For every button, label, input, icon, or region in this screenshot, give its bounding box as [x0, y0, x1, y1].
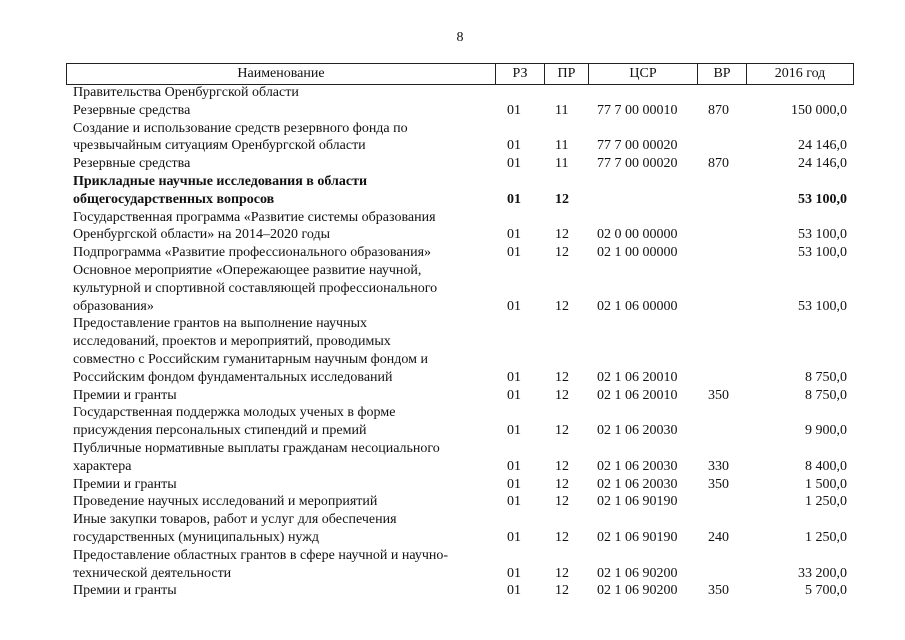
- row-name-line: образования»: [73, 298, 154, 314]
- row-name: [73, 404, 488, 440]
- row-csr: 02 1 06 20010: [597, 369, 678, 385]
- row-pr: 12: [555, 583, 569, 599]
- row-pr: 12: [555, 191, 569, 207]
- row-name-line: Правительства Оренбургской области: [73, 85, 299, 100]
- row-name-line: Премии и гранты: [73, 583, 177, 599]
- row-amount: 8 750,0: [805, 369, 847, 385]
- row-name-line: Государственная программа «Развитие системы образования: [73, 209, 436, 225]
- row-rz: 01: [507, 156, 521, 172]
- row-amount: 1 250,0: [805, 529, 847, 545]
- table-header: [66, 63, 854, 85]
- table-row: [0, 315, 905, 386]
- col-header-name: Наименование: [67, 64, 496, 85]
- row-rz: 01: [507, 529, 521, 545]
- row-pr: 12: [555, 227, 569, 243]
- row-name-line: присуждения персональных стипендий и премий: [73, 423, 367, 439]
- row-name: [73, 84, 488, 102]
- row-name-line: Государственная поддержка молодых ученых в форме: [73, 405, 396, 421]
- row-csr: 02 1 06 00000: [597, 298, 678, 314]
- row-csr: 02 1 06 20030: [597, 458, 678, 474]
- row-amount: 5 700,0: [805, 583, 847, 599]
- row-rz: 01: [507, 476, 521, 492]
- table-row: [0, 476, 905, 494]
- row-rz: 01: [507, 102, 521, 118]
- row-name-line: культурной и спортивной составляющей профессионального: [73, 280, 438, 296]
- table-row: [0, 582, 905, 600]
- row-csr: 77 7 00 00020: [597, 138, 678, 154]
- row-rz: 01: [507, 494, 521, 510]
- row-name-line: Иные закупки товаров, работ и услуг для обеспечения: [73, 512, 397, 528]
- row-name: [73, 244, 488, 262]
- row-name: [73, 173, 488, 209]
- row-rz: 01: [507, 298, 521, 314]
- row-pr: 11: [555, 102, 569, 118]
- row-rz: 01: [507, 565, 521, 581]
- row-csr: 02 1 06 90200: [597, 583, 678, 599]
- row-amount: 53 100,0: [798, 245, 847, 261]
- row-name-line: Прикладные научные исследования в области: [73, 173, 368, 189]
- row-rz: 01: [507, 423, 521, 439]
- row-pr: 12: [555, 494, 569, 510]
- row-vr: 350: [708, 387, 729, 403]
- row-amount: 1 250,0: [805, 494, 847, 510]
- table-row: [0, 511, 905, 547]
- row-name-line: Публичные нормативные выплаты гражданам несоциального: [73, 440, 440, 456]
- row-amount: 24 146,0: [798, 138, 847, 154]
- row-amount: 53 100,0: [798, 191, 847, 207]
- row-amount: 33 200,0: [798, 565, 847, 581]
- row-rz: 01: [507, 245, 521, 261]
- row-amount: 150 000,0: [791, 102, 847, 118]
- row-name-line: Резервные средства: [73, 156, 191, 172]
- row-rz: 01: [507, 387, 521, 403]
- row-name-line: Проведение научных исследований и мероприятий: [73, 494, 378, 510]
- row-csr: 02 1 00 00000: [597, 245, 678, 261]
- row-name-line: Основное мероприятие «Опережающее развитие научной,: [73, 262, 422, 278]
- row-name-line: Премии и гранты: [73, 476, 177, 492]
- row-name-line: исследований, проектов и мероприятий, проводимых: [73, 334, 391, 350]
- row-rz: 01: [507, 191, 521, 207]
- row-amount: 9 900,0: [805, 423, 847, 439]
- row-csr: 02 1 06 90200: [597, 565, 678, 581]
- row-name-line: Предоставление областных грантов в сфере научной и научно-: [73, 547, 449, 563]
- row-pr: 12: [555, 423, 569, 439]
- table-row: [0, 209, 905, 245]
- row-pr: 11: [555, 138, 569, 154]
- row-pr: 11: [555, 156, 569, 172]
- row-name-line: Подпрограмма «Развитие профессионального образования»: [73, 245, 432, 261]
- row-name: [73, 547, 488, 583]
- row-name-line: общегосударственных вопросов: [73, 191, 275, 207]
- row-pr: 12: [555, 387, 569, 403]
- row-csr: 02 1 06 20010: [597, 387, 678, 403]
- row-name: [73, 387, 488, 405]
- row-name-line: государственных (муниципальных) нужд: [73, 529, 320, 545]
- row-amount: 1 500,0: [805, 476, 847, 492]
- row-name-line: технической деятельности: [73, 565, 232, 581]
- row-name: [73, 102, 488, 120]
- row-name: [73, 315, 488, 386]
- table-body: [0, 84, 905, 600]
- table-row: [0, 547, 905, 583]
- row-name: [73, 476, 488, 494]
- row-name-line: характера: [73, 458, 132, 474]
- col-header-rz: РЗ: [496, 64, 545, 85]
- row-name-line: Предоставление грантов на выполнение научных: [73, 316, 367, 332]
- row-rz: 01: [507, 138, 521, 154]
- row-amount: 8 400,0: [805, 458, 847, 474]
- row-pr: 12: [555, 245, 569, 261]
- row-vr: 330: [708, 458, 729, 474]
- page-number: 8: [456, 30, 464, 45]
- col-header-csr: ЦСР: [589, 64, 698, 85]
- row-pr: 12: [555, 298, 569, 314]
- table-row: [0, 155, 905, 173]
- row-name-line: Резервные средства: [73, 102, 191, 118]
- row-vr: 350: [708, 476, 729, 492]
- row-rz: 01: [507, 583, 521, 599]
- row-vr: 870: [708, 102, 729, 118]
- table-row: [0, 84, 905, 102]
- row-name: [73, 209, 488, 245]
- row-vr: 350: [708, 583, 729, 599]
- row-name-line: Премии и гранты: [73, 387, 177, 403]
- row-amount: 8 750,0: [805, 387, 847, 403]
- row-rz: 01: [507, 369, 521, 385]
- row-name-line: совместно с Российским гуманитарным научным фондом и: [73, 351, 428, 367]
- row-vr: 870: [708, 156, 729, 172]
- table-row: [0, 173, 905, 209]
- row-amount: 24 146,0: [798, 156, 847, 172]
- row-name-line: Российским фондом фундаментальных исследований: [73, 369, 393, 385]
- row-csr: 02 0 00 00000: [597, 227, 678, 243]
- row-pr: 12: [555, 529, 569, 545]
- row-amount: 53 100,0: [798, 298, 847, 314]
- row-pr: 12: [555, 476, 569, 492]
- row-name: [73, 262, 488, 315]
- row-name: [73, 582, 488, 600]
- row-amount: 53 100,0: [798, 227, 847, 243]
- row-csr: 77 7 00 00020: [597, 156, 678, 172]
- table-row: [0, 102, 905, 120]
- row-name-line: Оренбургской области» на 2014–2020 годы: [73, 227, 330, 243]
- row-name: [73, 120, 488, 156]
- row-name: [73, 155, 488, 173]
- row-csr: 02 1 06 20030: [597, 476, 678, 492]
- col-header-year: 2016 год: [747, 64, 854, 85]
- table-row: [0, 440, 905, 476]
- table-row: [0, 120, 905, 156]
- row-name-line: чрезвычайным ситуациям Оренбургской области: [73, 138, 366, 154]
- row-rz: 01: [507, 458, 521, 474]
- table-row: [0, 387, 905, 405]
- row-csr: 02 1 06 90190: [597, 529, 678, 545]
- table-row: [0, 404, 905, 440]
- row-csr: 77 7 00 00010: [597, 102, 678, 118]
- col-header-pr: ПР: [545, 64, 589, 85]
- row-vr: 240: [708, 529, 729, 545]
- table-row: [0, 493, 905, 511]
- table-row: [0, 244, 905, 262]
- row-name: [73, 493, 488, 511]
- row-name: [73, 511, 488, 547]
- row-name-line: Создание и использование средств резервного фонда по: [73, 120, 408, 136]
- table-row: [0, 262, 905, 315]
- row-csr: 02 1 06 20030: [597, 423, 678, 439]
- col-header-vr: ВР: [698, 64, 747, 85]
- row-pr: 12: [555, 565, 569, 581]
- row-rz: 01: [507, 227, 521, 243]
- row-csr: 02 1 06 90190: [597, 494, 678, 510]
- row-pr: 12: [555, 458, 569, 474]
- row-name: [73, 440, 488, 476]
- row-pr: 12: [555, 369, 569, 385]
